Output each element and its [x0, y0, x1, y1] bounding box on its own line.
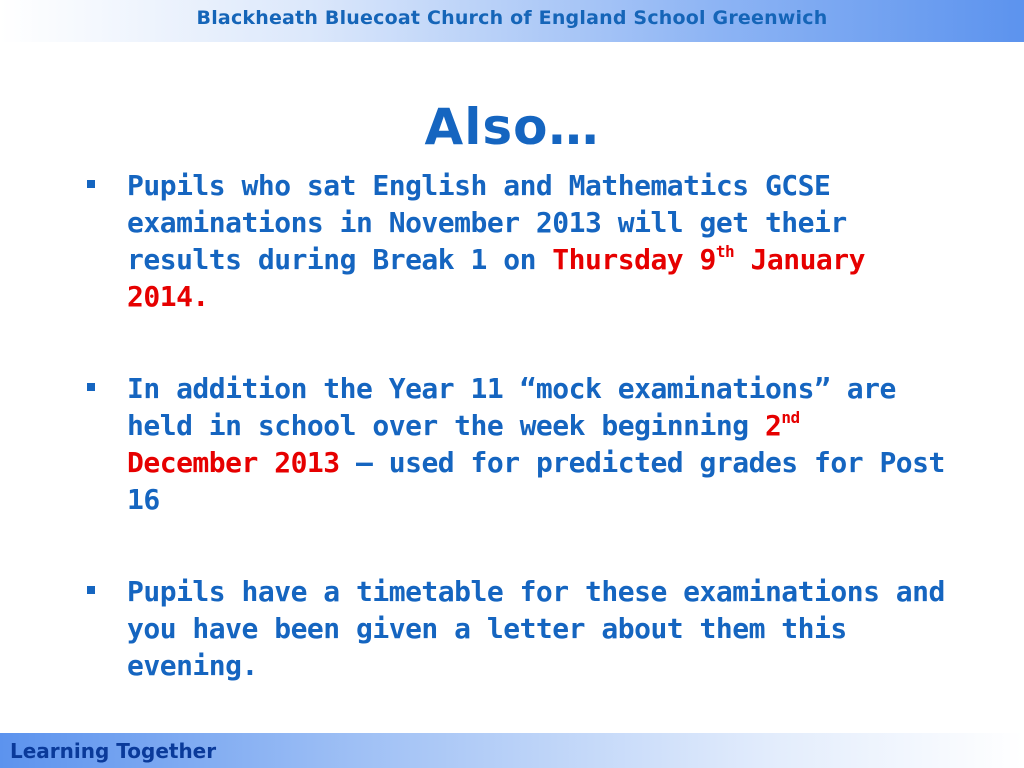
bullet-list: [85, 167, 945, 739]
ordinal-suffix: th: [715, 242, 735, 261]
bullet-text: Pupils have a timetable for these examinations and you have been given a letter about them this evening.: [127, 575, 945, 682]
square-bullet-icon: [87, 180, 95, 188]
highlight-date: 2: [764, 409, 782, 442]
bullet-text: Pupils who sat English and Mathematics GCSE examinations in November 2013 will get their results during Break 1 on: [127, 169, 847, 276]
bullet-text: – used for predicted grades for Post 16: [127, 446, 945, 516]
highlight-date: December 2013: [127, 446, 340, 479]
square-bullet-icon: [87, 586, 95, 594]
highlight-date: January 2014.: [127, 243, 865, 313]
square-bullet-icon: [87, 383, 95, 391]
bullet-item-gcse-results: [85, 167, 945, 315]
bullet-item-timetable: [85, 573, 945, 684]
bullet-text: In addition the Year 11 “mock examinations” are held in school over the week beginning: [127, 372, 896, 442]
footer-motto: Learning Together: [10, 739, 217, 763]
slide-title: Also…: [424, 98, 600, 156]
highlight-date: Thursday 9: [552, 243, 716, 276]
bullet-item-mock-exams: [85, 370, 945, 518]
school-name-header: Blackheath Bluecoat Church of England School Greenwich: [196, 7, 828, 29]
ordinal-suffix: nd: [781, 408, 800, 427]
